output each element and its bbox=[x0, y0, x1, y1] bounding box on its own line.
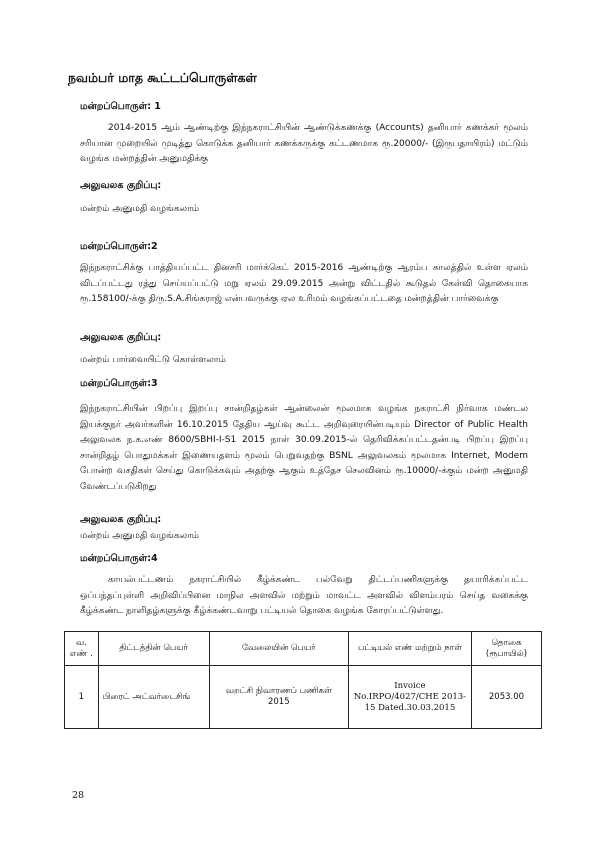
cell-work: வறட்சி நிவாரணப் பணிகள் 2015 bbox=[209, 666, 348, 729]
cell-sno: 1 bbox=[65, 666, 99, 729]
cell-scheme: பிரைட் அட்வர்டைசிங் bbox=[98, 666, 209, 729]
item-1-heading: மன்றப்பொருள்: 1 bbox=[80, 101, 161, 112]
item-1-note: மன்றம் அனுமதி வழங்கலாம் bbox=[80, 204, 200, 214]
item-2-note-heading: அலுவலக குறிப்பு: bbox=[80, 332, 162, 343]
item-2-note: மன்றம் பார்வையிட்டு கொள்ளலாம் bbox=[80, 355, 226, 365]
header-invoice: பட்டியல் எண் மற்றும் நாள் bbox=[348, 632, 471, 666]
item-1-note-heading: அலுவலக குறிப்பு: bbox=[80, 180, 162, 191]
item-4-body: காயல்பட்டணம் நகராட்சியில் கீழ்க்கண்ட பல்வேறு திட்டப்பணிகளுக்கு தயாரிக்கப்பட்ட ஒப்பந்தப்புள்ளி அறிவிப்பினை மாநில அளவில் மற்றும் மாவட்ட அளவில் விளம்பரம் செய்த வகைக்கு கீழ்க்கண்ட நாளிதழ்களுக்கு கீழ்க்கண்டவாறு பட்டியல் தொகை வழங்க கோரப்பட்டுள்ளது. bbox=[80, 575, 528, 616]
header-work: வேலையின் பெயர் bbox=[209, 632, 348, 666]
header-scheme: திட்டத்தின் பெயர் bbox=[98, 632, 209, 666]
page-number: 28 bbox=[72, 790, 85, 801]
item-2-body: இந்நகராட்சிக்கு பாத்தியப்பட்ட தினசரி மார்க்கெட் 2015-2016 ஆண்டிற்கு ஆரம்ப காலத்தில் உள்ள ஏலம் விடப்பட்டது ரத்து செய்யப்பட்டு மறு ஏலம் 29.09.2015 அன்று விட்டதில் கூடுதல் கேள்வி தொகையாக ரூ.158100/-க்கு திரு.S.A.சிங்கராஜ் என்பவருக்கு ஏல உரிமம் வழங்கப்பட்டதை மன்றத்தின் பார்வைக்கு bbox=[80, 263, 528, 304]
cell-invoice: Invoice No.IRPO/4027/CHE 2013-15 Dated.30.03.2015 bbox=[348, 666, 471, 729]
item-3-note-heading: அலுவலக குறிப்பு: bbox=[80, 514, 162, 525]
item-4-heading: மன்றப்பொருள்:4 bbox=[80, 553, 158, 564]
item-3-body: இந்நகராட்சியின் பிறப்பு இறப்பு சான்றிதழ்கள் ஆன்லைன் மூலமாக வழங்க நகராட்சி நிர்வாக மண்டல இயக்குநர் அவர்களின் 16.10.2015 தேதிய ஆய்வு கூட்ட அறிவுரையின்படியும் Director of Public Health அலுவலக ந.க.எண் 8600/SBHI-I-S1 2015 நாள் 30.09.2015-ல் தெரிவிக்கப்பட்டதன்படி பிறப்பு இறப்பு சான்றிதழ் பொதுமக்கள் இணையதளம் மூலம் பெறுவதற்கு BSNL அலுவலகம் மூலமாக Internet, Modem போன்ற வசதிகள் செய்து கொடுக்கவும் அதற்கு ஆகும் உத்தேச செலவினம் ரூ.10000/-க்கும் மன்ற அனுமதி வேண்டப்படுகிறது bbox=[80, 404, 528, 492]
item-3-heading: மன்றப்பொருள்:3 bbox=[80, 378, 158, 389]
header-sno: வ. எண் . bbox=[65, 632, 99, 666]
table-header-row bbox=[65, 632, 542, 666]
cell-amount: 2053.00 bbox=[471, 666, 541, 729]
table-row bbox=[65, 666, 542, 729]
page-title: நவம்பர் மாத கூட்டப்பொருள்கள் bbox=[68, 70, 257, 85]
item-2-heading: மன்றப்பொருள்:2 bbox=[80, 241, 158, 252]
header-amount: தொகை (ரூபாயில்) bbox=[471, 632, 541, 666]
item-3-note: மன்றம் அனுமதி வழங்கலாம் bbox=[80, 531, 200, 541]
payment-table bbox=[64, 631, 542, 729]
item-1-body: 2014-2015 ஆம் ஆண்டிற்கு இந்நகராட்சியின் ஆண்டுக்கணக்கு (Accounts) தனியார் கணக்கர் மூலம் சரியான முறையில் முடித்து கொடுக்க தனியார் கணக்கருக்கு கட்டணமாக ரூ.20000/- (இருபதாயிரம்) மட்டும் வழங்க மன்றத்தின் அனுமதிக்கு bbox=[80, 123, 528, 164]
